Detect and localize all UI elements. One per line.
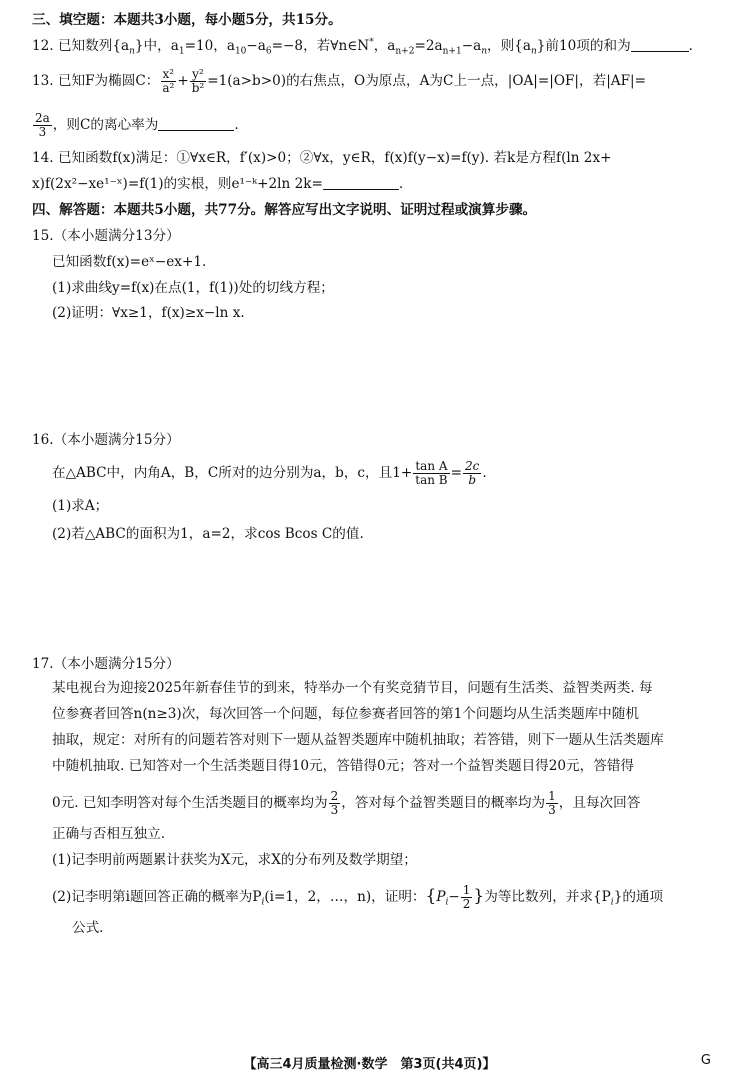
- question-17-para2: 位参赛者回答n(n≥3)次，每次回答一个问题，每位参赛者回答的第1个问题均从生活类题库中随机: [52, 706, 639, 722]
- question-17-title: 17.（本小题满分15分）: [32, 656, 180, 672]
- question-14-line1: 14. 已知函数f(x)满足：①∀x∈R，f′(x)>0；②∀x，y∈R，f(x)f(y−x)=f(y). 若k是方程f(ln 2x+: [32, 150, 612, 166]
- question-15-part1: (1)求曲线y=f(x)在点(1，f(1))处的切线方程；: [52, 280, 334, 296]
- question-14-line2: x)f(2x²−xe¹⁻ˣ)=f(1)的实根，则e¹⁻ᵏ+2ln 2k= .: [32, 176, 404, 192]
- question-13-line1: 13. 已知F为椭圆C： $\frac{\text{x²}}{\text{a²}}$ + $\frac{\text{y²}}{\text{b²}}$ =1(a>b>0)的右焦点，O为原点，A为C上一点，|OA|=|OF|，若|AF|=: [32, 67, 646, 95]
- question-17-para4: 中随机抽取. 已知答对一个生活类题目得10元，答错得0元；答对一个益智类题目得20元，答错得: [52, 758, 635, 774]
- question-17-part2-end: 公式.: [72, 920, 104, 936]
- page-footer: 【高三4月质量检测·数学 第3页(共4页)】: [243, 1057, 496, 1072]
- question-12: 12. 已知数列$\{a_n\}$中，$a_1=10$，$a_{10}-a_6=-8$，若∀n∈N*，$a_{n+2}=2a_{n+1}-a_n$，则$\{a_n\}$前10项的和为 .: [32, 37, 693, 57]
- answer-blank-12[interactable]: [631, 37, 689, 52]
- question-15-title: 15.（本小题满分13分）: [32, 228, 180, 244]
- question-16-title: 16.（本小题满分15分）: [32, 432, 180, 448]
- question-16-stem: 在△ABC中，内角A，B，C所对的边分别为a，b，c，且1+ $\frac{\text{tan A}}{\text{tan B}}$ = $\frac{2c}{b}$ .: [52, 459, 487, 487]
- paper-version-mark: G: [700, 1053, 711, 1068]
- section4-heading: 四、解答题：本题共5小题，共77分。解答应写出文字说明、证明过程或演算步骤。: [32, 202, 537, 218]
- question-16-part2: (2)若△ABC的面积为1，a=2，求cos Bcos C的值.: [52, 526, 364, 542]
- question-13-line2: $\frac{2a}{3}$ ，则C的离心率为 .: [35, 111, 239, 139]
- answer-blank-14[interactable]: [323, 175, 399, 190]
- question-15-stem: 已知函数f(x)=eˣ−ex+1.: [52, 254, 207, 270]
- question-17-para6: 正确与否相互独立.: [52, 826, 166, 842]
- question-16-part1: (1)求A；: [52, 498, 109, 514]
- question-17-part2: (2)记李明第i题回答正确的概率为$P_i(i=1$，2，…，n)，证明：{$P_i-$ $\frac{1}{2}$ }为等比数列，并求$\{P_i\}$的通项: [52, 883, 664, 911]
- question-17-para1: 某电视台为迎接2025年新春佳节的到来，特举办一个有奖竞猜节目，问题有生活类、益智类两类. 每: [52, 680, 653, 696]
- question-17-para3: 抽取，规定：对所有的问题若答对则下一题从益智类题库中随机抽取；若答错，则下一题从生活类题库: [52, 732, 664, 748]
- question-15-part2: (2)证明：∀x≥1，f(x)≥x−ln x.: [52, 305, 245, 321]
- answer-blank-13[interactable]: [158, 116, 234, 131]
- section3-heading: 三、填空题：本题共3小题，每小题5分，共15分。: [32, 12, 342, 28]
- question-17-para5: 0元. 已知李明答对每个生活类题目的概率均为 $\frac{2}{3}$ ，答对每个益智类题目的概率均为 $\frac{1}{3}$ ，且每次回答: [52, 789, 641, 817]
- question-17-part1: (1)记李明前两题累计获奖为X元，求X的分布列及数学期望；: [52, 852, 417, 868]
